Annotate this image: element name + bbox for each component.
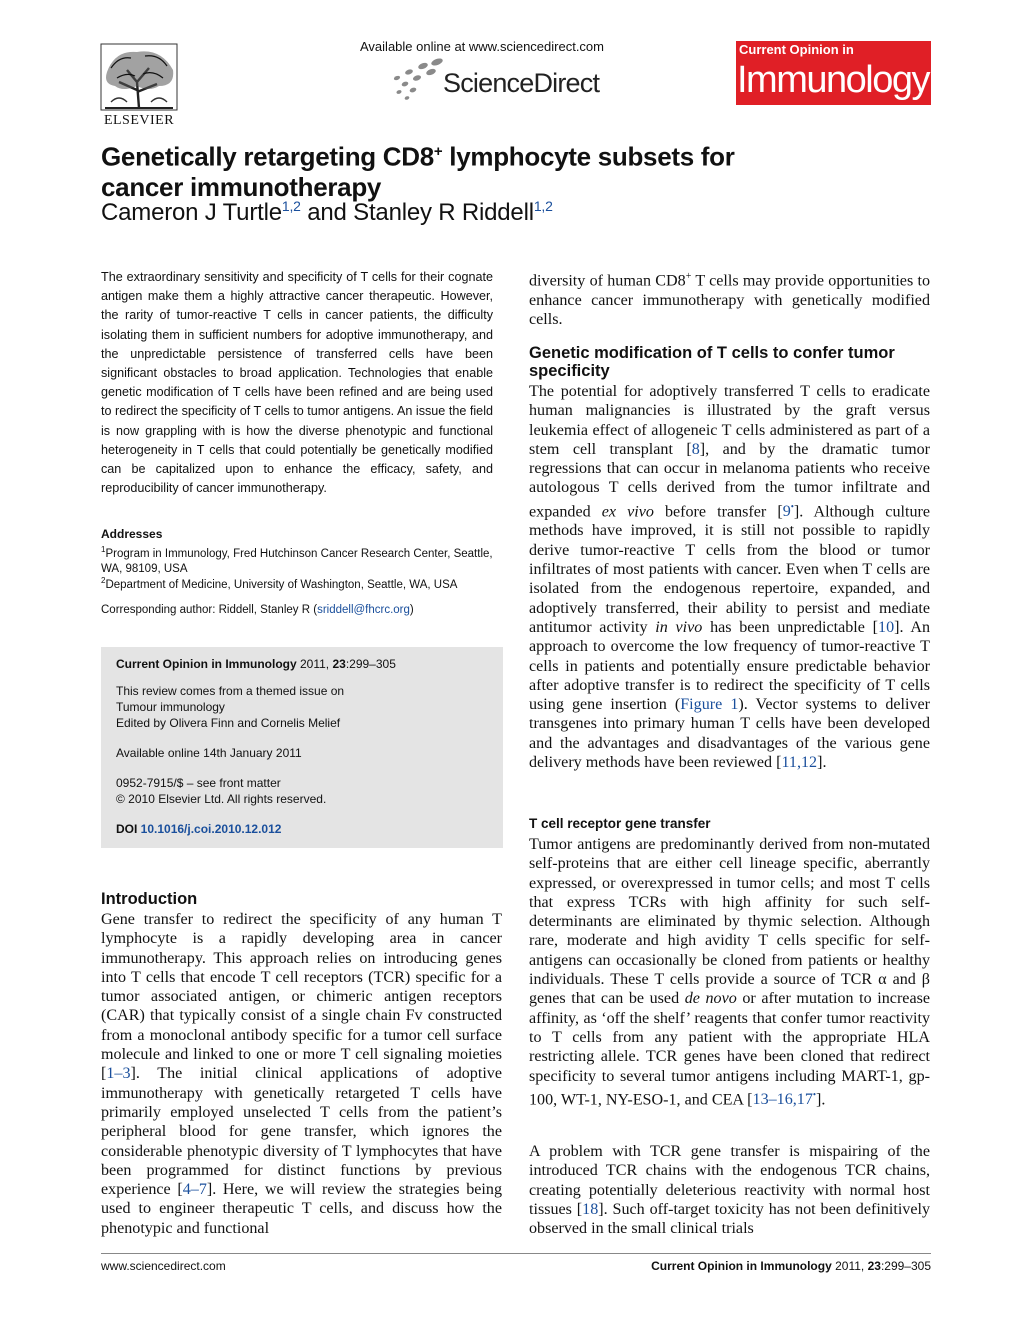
author-1[interactable]: Cameron J Turtle xyxy=(101,199,282,226)
doi-link[interactable]: 10.1016/j.coi.2010.12.012 xyxy=(140,822,282,836)
journal-badge-top: Current Opinion in xyxy=(739,42,854,57)
issn-copyright: 0952-7915/$ – see front matter © 2010 Elsevier Ltd. All rights reserved. xyxy=(116,776,327,806)
introduction-heading: Introduction xyxy=(101,890,198,908)
reference-link[interactable]: 11,12 xyxy=(781,754,818,771)
tcr-gene-transfer-heading: T cell receptor gene transfer xyxy=(529,816,711,831)
corresponding-email-link[interactable]: sriddell@fhcrc.org xyxy=(317,604,410,616)
reference-link[interactable]: 10 xyxy=(878,618,895,636)
footer-url[interactable]: www.sciencedirect.com xyxy=(101,1259,226,1273)
article-info-box xyxy=(101,647,503,848)
addresses-heading: Addresses xyxy=(101,527,163,541)
publisher-label: ELSEVIER xyxy=(103,113,175,128)
journal-badge[interactable] xyxy=(736,41,931,105)
genetic-modification-text: The potential for adoptively transferred T cells to eradicate human malignancies is illustrated by the graft versus leukemia effect of allogeneic T cells administered as part of a stem cell transplant [8], and by the dramatic tumor regressions that can occur in melanoma patients who receive autologous T cells derived from the tumor infiltrate and expanded ex vivo before transfer [9•]. Although culture methods have improved, it is still not possible to rapidly derive tumor-reactive T cells from the blood or tumor infiltrates of most patients with cancer. Even when T cells are isolated from the endogenous repertoire, expanded, and adoptively transferred, their ability to persist and mediate antitumor activity in vivo has been unpredictable [10]. An approach to overcome the low frequency of tumor-reactive T cells in patients and potentially ensure predictable behavior after adoptive transfer is to redirect the specificity of T cells using gene insertion (Figure 1). Vector systems to deliver transgenes into primary human T cells have been developed and the advantages and disadvantages of the various gene delivery methods have been reviewed [11,12]. xyxy=(529,383,930,771)
journal-badge-main: Immunology xyxy=(737,59,929,101)
reference-link[interactable]: 8 xyxy=(691,440,700,458)
reference-link[interactable]: 4–7 xyxy=(182,1181,207,1199)
introduction-continued: diversity of human CD8+ T cells may provide opportunities to enhance cancer immunotherapy with genetically modified cells. xyxy=(529,271,930,328)
footer-divider xyxy=(101,1253,931,1254)
themed-issue-info: This review comes from a themed issue on Tumour immunology Edited by Olivera Finn and Cornelis Melief xyxy=(116,684,345,730)
sciencedirect-name: ScienceDirect xyxy=(443,68,600,98)
sciencedirect-dots-icon xyxy=(385,58,445,102)
introduction-text: Gene transfer to redirect the specificity of any human T lymphocyte is a rapidly developing area in cancer immunotherapy. This approach relies on introducing genes into T cells that encode T cell receptors (TCR) specific for a tumor associated antigen, or chimeric antigen receptors (CAR) that typically consist of a single chain Fv constructed from a monoclonal antibody specific for a tumor cell surface molecule and linked to one or more T cell signaling moieties [1–3]. The initial clinical applications of adoptive immunotherapy with genetically retargeted T cells have primarily employed unselected T cells from the patient’s peripheral blood for gene transfer, which ignores the considerable phenotypic diversity of T lymphocytes that have been programmed for distinct functions by previous experience [4–7]. Here, we will review the strategies being used to engineer therapeutic T cells, and discuss how the phenotypic and functional xyxy=(101,911,502,1237)
affiliation-1: $^1$Program in Immunology, Fred Hutchinson Cancer Research Center, Seattle, WA, 98109, USA xyxy=(101,545,493,576)
affiliation-2: $^2$Department of Medicine, University of Washington, Seattle, WA, USA xyxy=(101,576,458,591)
reference-link[interactable]: 9• xyxy=(782,501,794,521)
elsevier-tree-icon xyxy=(97,42,181,114)
footer-citation: Current Opinion in Immunology 2011, 23:299–305 xyxy=(651,1259,931,1273)
reference-link[interactable]: 1–3 xyxy=(106,1065,131,1083)
journal-citation: Current Opinion in Immunology 2011, 23:299–305 xyxy=(116,657,396,671)
abstract: The extraordinary sensitivity and specificity of T cells for their cognate antigen make them a highly attractive cancer therapeutic. However, the rarity of tumor-reactive T cells in cancer patients, the difficulty isolating them in sufficient numbers for adoptive immunotherapy, and the unpredictable persistence of transferred cells have been significant obstacles to broad application. Technologies that enable genetic modification of T cells have been refined and are being used to redirect the specificity of T cells to tumor antigens. An issue the field is now grappling with is how the diverse phenotypic and functional heterogeneity in T cells that could potentially be genetically modified can be capitalized upon to enhance the efficacy, safety, and reproducibility of cancer immunotherapy. xyxy=(101,270,493,496)
author-2[interactable]: Stanley R Riddell xyxy=(353,199,534,226)
tcr-gene-transfer-text: Tumor antigens are predominantly derived from non-mutated self-proteins that are either cell lineage specific, aberrantly expressed, or overexpressed in tumor cells; and most T cells that express TCRs with high affinity for such self-determinants are eliminated by thymic selection. Although rare, moderate and high avidity T cells specific for self-antigens can occasionally be cloned from patients or healthy individuals. These T cells provide a source of TCR α and β genes that can be used de novo or after mutation to increase affinity, as ‘off the shelf’ reagents that confer tumor reactivity to T cells from any patient with the appropriate HLA restricting allele. TCR genes have been cloned that redirect specificity to several tumor antigens including MART-1, gp-100, WT-1, NY-ESO-1, and CEA [13–16,17•]. xyxy=(529,836,930,1109)
article-title: Genetically retargeting CD8+ lymphocyte subsets for cancer immunotherapy xyxy=(101,141,735,202)
corresponding-author: Corresponding author: Riddell, Stanley R (sriddell@fhcrc.org) xyxy=(101,604,414,616)
doi-line: DOI 10.1016/j.coi.2010.12.012 xyxy=(116,822,282,836)
online-date: Available online 14th January 2011 xyxy=(116,746,302,760)
reference-link[interactable]: 13–16,17• xyxy=(752,1089,817,1109)
available-online-text: Available online at www.sciencedirect.com xyxy=(360,39,604,54)
authors: Cameron J Turtle$^{1,2}$ and Stanley R Riddell$^{1,2}$ xyxy=(101,198,553,226)
elsevier-logo xyxy=(97,42,181,128)
figure-link[interactable]: Figure 1 xyxy=(680,696,739,714)
genetic-modification-heading: Genetic modification of T cells to confer tumor specificity xyxy=(529,344,895,380)
mispairing-text: A problem with TCR gene transfer is mispairing of the introduced TCR chains with the endogenous TCR chains, creating potentially deleterious reactivity with normal host tissues [18]. Such off-target toxicity has not been definitively observed in the small clinical trials xyxy=(529,1143,930,1238)
reference-link[interactable]: 18 xyxy=(582,1200,599,1218)
sciencedirect-logo[interactable] xyxy=(385,58,625,102)
